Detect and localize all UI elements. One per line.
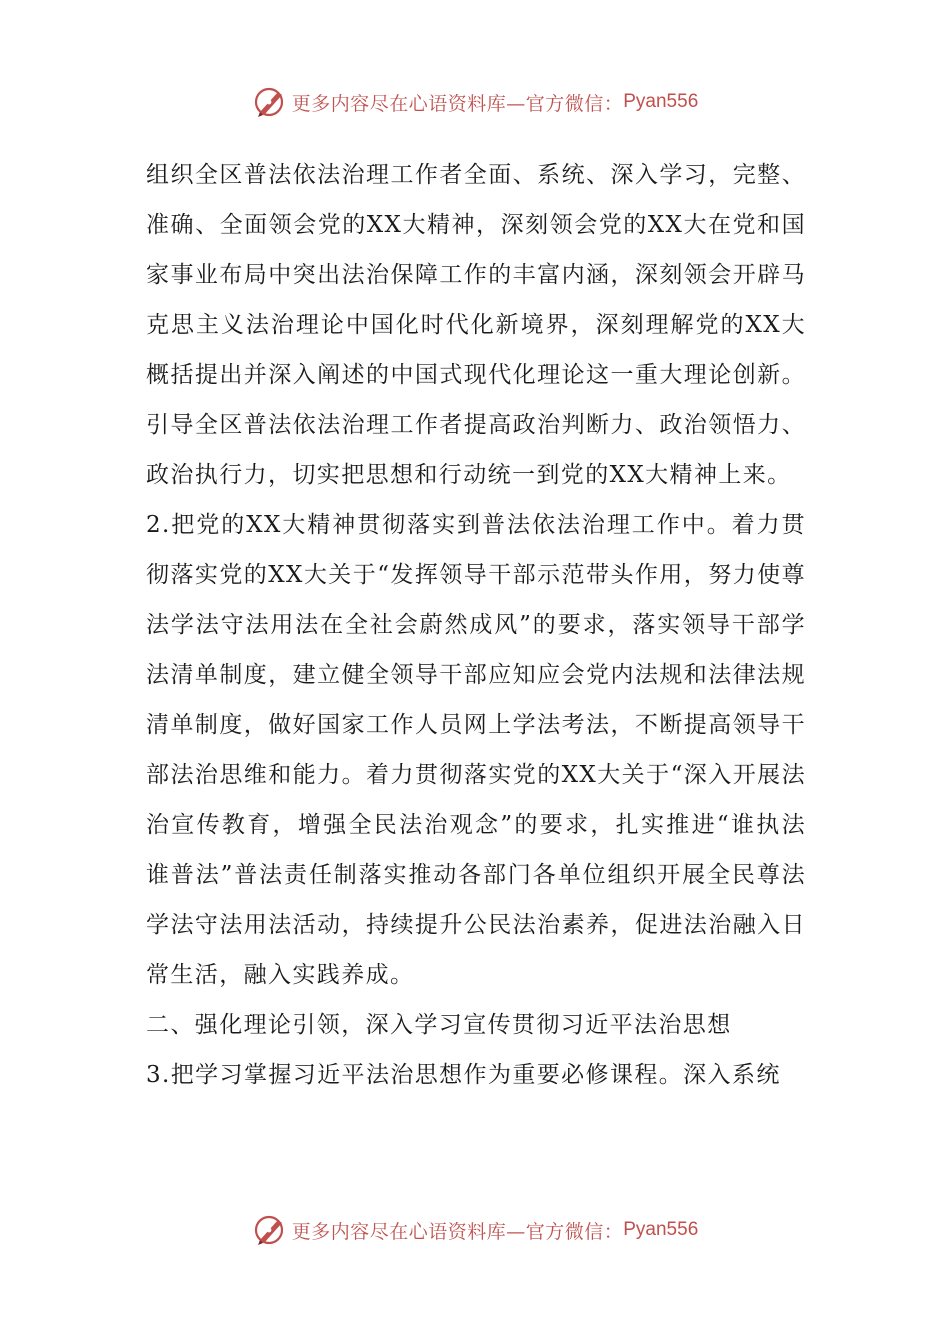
section-heading: 二、强化理论引领，深入学习宣传贯彻习近平法治思想	[146, 1012, 732, 1038]
banner-text: 更多内容尽在心语资料库—官方微信：	[291, 1220, 624, 1243]
pen-logo-icon	[252, 1212, 288, 1248]
header-watermark-banner	[0, 82, 950, 122]
footer-watermark-banner	[0, 1210, 950, 1250]
pen-logo-icon	[252, 84, 288, 120]
banner-text: 更多内容尽在心语资料库—官方微信：	[291, 92, 624, 115]
paragraph: 2.把党的XX大精神贯彻落实到普法依法治理工作中。着力贯彻落实党的XX大关于“发挥领导干部示范带头作用，努力使尊法学法守法用法在全社会蔚然成风”的要求，落实领导干部学法清单制度，建立健全领导干部应知应会党内法规和法律法规清单制度，做好国家工作人员网上学法考法，不断提高领导干部法治思维和能力。着力贯彻落实党的XX大关于“深入开展法治宣传教育，增强全民法治观念”的要求，扎实推进“谁执法谁普法”普法责任制落实推动各部门各单位组织开展全民尊法学法守法用法活动，持续提升公民法治素养，促进法治融入日常生活，融入实践养成。	[146, 512, 806, 988]
banner-wechat-id: Pyan556	[623, 91, 699, 112]
document-body	[146, 150, 806, 1100]
paragraph: 3.把学习掌握习近平法治思想作为重要必修课程。深入系统	[146, 1062, 781, 1088]
banner-wechat-id: Pyan556	[623, 1219, 699, 1240]
paragraph: 组织全区普法依法治理工作者全面、系统、深入学习，完整、准确、全面领会党的XX大精神，深刻领会党的XX大在党和国家事业布局中突出法治保障工作的丰富内涵，深刻领会开辟马克思主义法治理论中国化时代化新境界，深刻理解党的XX大概括提出并深入阐述的中国式现代化理论这一重大理论创新。引导全区普法依法治理工作者提高政治判断力、政治领悟力、政治执行力，切实把思想和行动统一到党的XX大精神上来。	[146, 162, 806, 488]
